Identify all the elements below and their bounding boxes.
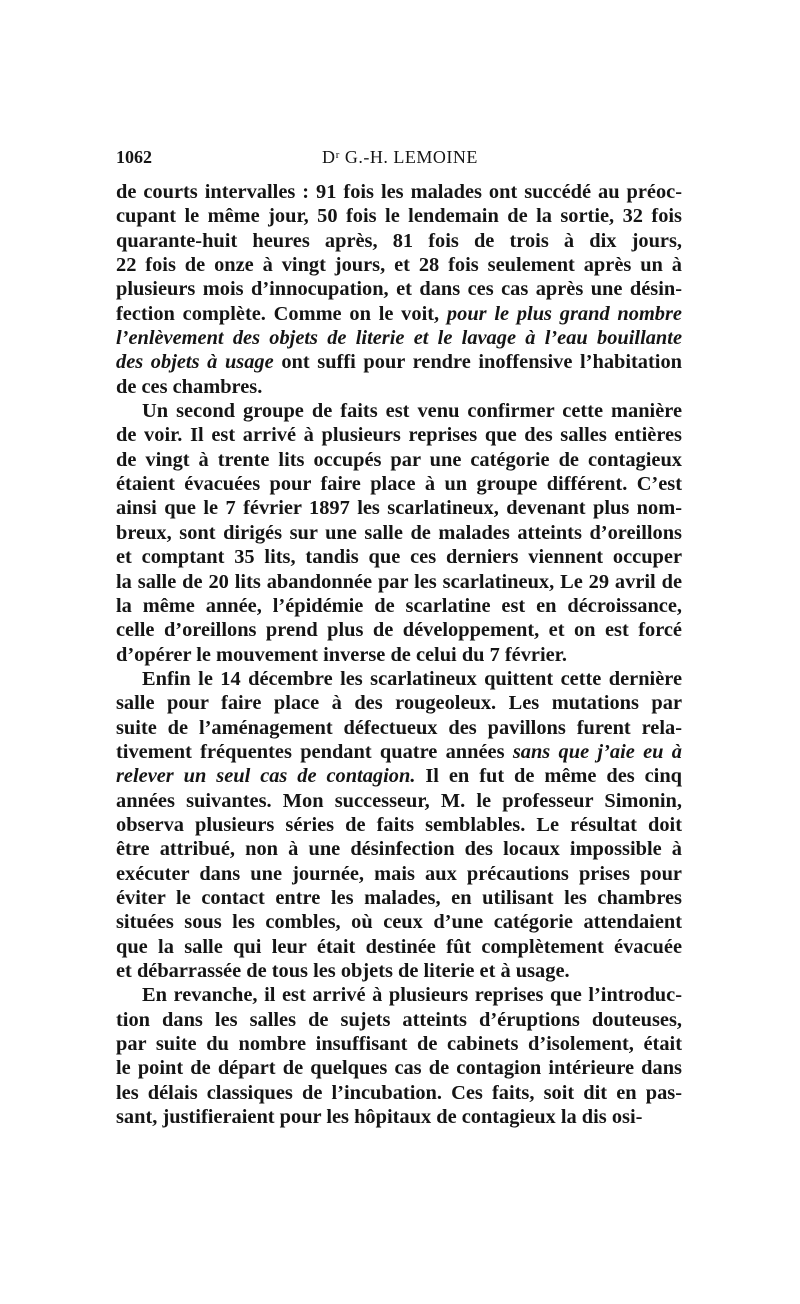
text-line — [116, 399, 682, 423]
paragraph — [116, 667, 682, 983]
text-run: ainsi que le 7 février 1897 les scarlatineux, devenant plus nom- — [116, 497, 682, 520]
text-line — [116, 180, 682, 204]
paragraph — [116, 399, 682, 667]
text-line — [116, 983, 682, 1007]
text-run: 22 fois de onze à vingt jours, et 28 fois seulement après un à — [116, 254, 682, 277]
text-line — [116, 545, 682, 569]
text-run: Enfin le 14 décembre les scarlatineux quittent cette dernière — [142, 667, 682, 690]
text-line — [116, 1008, 682, 1032]
text-run: d’opérer le mouvement inverse de celui du 7 février. — [116, 643, 567, 666]
text-line — [116, 716, 682, 740]
text-run: observa plusieurs séries de faits semblables. Le résultat doit — [116, 813, 682, 836]
italic-text: des objets à usage — [116, 351, 274, 374]
text-line — [116, 326, 682, 350]
text-line — [116, 350, 682, 374]
text-line — [116, 691, 682, 715]
text-line — [116, 618, 682, 642]
text-run: ont suffi pour rendre inoffensive l’habitation — [273, 351, 682, 374]
text-run: plusieurs mois d’innocupation, et dans ces cas après une désin- — [116, 278, 682, 301]
body-text — [116, 180, 682, 1129]
text-run: de voir. Il est arrivé à plusieurs reprises que des salles entières — [116, 424, 682, 447]
text-line — [116, 910, 682, 934]
text-line — [116, 496, 682, 520]
text-line — [116, 1056, 682, 1080]
text-line — [116, 277, 682, 301]
text-line — [116, 837, 682, 861]
page-number: 1062 — [116, 147, 152, 167]
text-run: de courts intervalles : 91 fois les malades ont succédé au préoc- — [116, 181, 682, 203]
text-line — [116, 1032, 682, 1056]
text-line — [116, 813, 682, 837]
text-run: tion dans les salles de sujets atteints d’éruptions douteuses, — [116, 1008, 682, 1031]
text-run: le point de départ de quelques cas de contagion intérieure dans — [116, 1057, 682, 1080]
text-line — [116, 1105, 682, 1129]
text-line — [116, 423, 682, 447]
text-run: fection complète. Comme on le voit, — [116, 302, 447, 325]
text-line — [116, 302, 682, 326]
text-line — [116, 448, 682, 472]
text-line — [116, 764, 682, 788]
text-line — [116, 667, 682, 691]
text-line — [116, 886, 682, 910]
text-line — [116, 594, 682, 618]
text-line — [116, 375, 682, 399]
text-line — [116, 789, 682, 813]
text-run: la même année, l’épidémie de scarlatine est en décroissance, — [116, 594, 682, 617]
text-run: Un second groupe de faits est venu confirmer cette manière — [142, 400, 682, 423]
text-run: Il en fut de même des cinq — [415, 765, 683, 788]
text-line — [116, 643, 682, 667]
paragraph — [116, 983, 682, 1129]
text-run: En revanche, il est arrivé à plusieurs reprises que l’introduc- — [142, 984, 682, 1007]
italic-text: sans que j’aie eu à — [512, 740, 682, 763]
text-run: salle pour faire place à des rougeoleux. Les mutations par — [116, 692, 682, 715]
text-run: breux, sont dirigés sur une salle de malades atteints d’oreillons — [116, 521, 682, 544]
text-run: situées sous les combles, où ceux d’une catégorie attendaient — [116, 911, 682, 934]
text-run: de ces chambres. — [116, 375, 263, 398]
text-run: sant, justifieraient pour les hôpitaux de contagieux la dis osi- — [116, 1106, 643, 1129]
text-run: par suite du nombre insuffisant de cabinets d’isolement, était — [116, 1033, 682, 1056]
text-run: et débarrassée de tous les objets de literie et à usage. — [116, 960, 570, 982]
text-run: la salle de 20 lits abandonnée par les scarlatineux, Le 29 avril de — [116, 570, 682, 593]
text-line — [116, 229, 682, 253]
text-line — [116, 253, 682, 277]
text-line — [116, 1081, 682, 1105]
text-line — [116, 204, 682, 228]
text-run: être attribué, non à une désinfection des locaux impossible à — [116, 838, 682, 861]
text-run: suite de l’aménagement défectueux des pavillons furent rela- — [116, 716, 682, 739]
text-line — [116, 862, 682, 886]
text-run: années suivantes. Mon successeur, M. le professeur Simonin, — [116, 789, 682, 812]
text-line — [116, 521, 682, 545]
text-line — [116, 740, 682, 764]
paragraph — [116, 180, 682, 399]
running-title: Dʳ G.-H. LEMOINE — [322, 147, 478, 167]
running-head — [116, 144, 682, 170]
italic-text: l’enlèvement des objets de literie et le lavage à l’eau bouillante — [116, 327, 682, 350]
text-run: éviter le contact entre les malades, en utilisant les chambres — [116, 886, 682, 909]
text-line — [116, 570, 682, 594]
italic-text: pour le plus grand nombre — [446, 302, 682, 325]
text-run: cupant le même jour, 50 fois le lendemain de la sortie, 32 fois — [116, 205, 682, 228]
text-run: celle d’oreillons prend plus de développement, et on est forcé — [116, 619, 682, 642]
text-run: et comptant 35 lits, tandis que ces derniers viennent occuper — [116, 546, 682, 569]
text-line — [116, 472, 682, 496]
text-run: que la salle qui leur était destinée fût complètement évacuée — [116, 935, 682, 958]
text-line — [116, 959, 682, 983]
text-run: tivement fréquentes pendant quatre années — [116, 740, 513, 763]
text-run: étaient évacuées pour faire place à un groupe différent. C’est — [116, 473, 682, 496]
text-run: les délais classiques de l’incubation. Ces faits, soit dit en pas- — [116, 1081, 682, 1104]
text-run: quarante-huit heures après, 81 fois de trois à dix jours, — [116, 229, 682, 252]
text-line — [116, 935, 682, 959]
text-run: exécuter dans une journée, mais aux précautions prises pour — [116, 862, 682, 885]
italic-text: relever un seul cas de contagion. — [116, 765, 416, 788]
text-run: de vingt à trente lits occupés par une catégorie de contagieux — [116, 448, 682, 471]
